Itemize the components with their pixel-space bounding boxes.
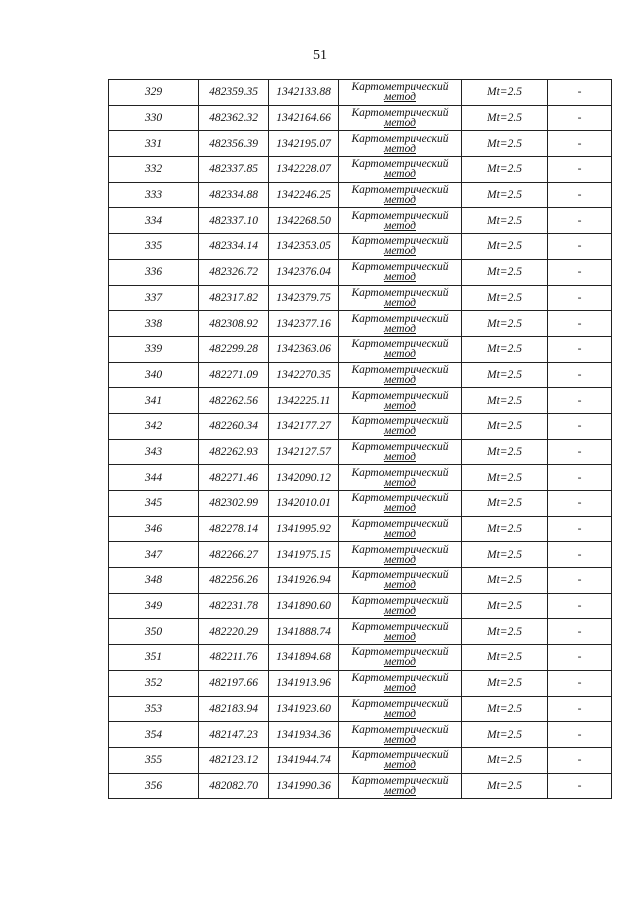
table-row: [109, 388, 612, 414]
extra-cell: -: [548, 773, 612, 799]
method-label: Картометрический: [351, 363, 449, 376]
x-coordinate-cell: 482271.09: [199, 362, 269, 388]
method-sublabel: метод: [383, 168, 416, 181]
y-coordinate-cell: 1342010.01: [269, 491, 339, 517]
x-coordinate-cell: 482299.28: [199, 336, 269, 362]
table-row: [109, 413, 612, 439]
table-row: [109, 439, 612, 465]
extra-cell: -: [548, 568, 612, 594]
point-number-cell: 353: [109, 696, 199, 722]
extra-cell: -: [548, 491, 612, 517]
method-sublabel: метод: [383, 322, 416, 335]
method-cell: [339, 105, 462, 131]
method-sublabel: метод: [383, 733, 416, 746]
y-coordinate-cell: 1342164.66: [269, 105, 339, 131]
point-number-cell: 348: [109, 568, 199, 594]
table-row: [109, 311, 612, 337]
method-label: Картометрический: [351, 595, 449, 608]
point-number-cell: 339: [109, 336, 199, 362]
point-number-cell: 334: [109, 208, 199, 234]
table-row: [109, 105, 612, 131]
y-coordinate-cell: 1342270.35: [269, 362, 339, 388]
method-label: Картометрический: [351, 492, 449, 505]
y-coordinate-cell: 1342090.12: [269, 465, 339, 491]
y-coordinate-cell: 1341926.94: [269, 568, 339, 594]
y-coordinate-cell: 1342133.88: [269, 80, 339, 106]
method-label: Картометрический: [351, 466, 449, 479]
method-label: Картометрический: [351, 646, 449, 659]
y-coordinate-cell: 1341995.92: [269, 516, 339, 542]
point-number-cell: 341: [109, 388, 199, 414]
method-label: Картометрический: [351, 774, 449, 787]
table-row: [109, 619, 612, 645]
extra-cell: -: [548, 388, 612, 414]
accuracy-cell: Mt=2.5: [462, 413, 548, 439]
method-sublabel: метод: [383, 425, 416, 438]
method-cell: [339, 413, 462, 439]
y-coordinate-cell: 1341888.74: [269, 619, 339, 645]
extra-cell: -: [548, 593, 612, 619]
table-row: [109, 542, 612, 568]
accuracy-cell: Mt=2.5: [462, 696, 548, 722]
method-cell: [339, 465, 462, 491]
method-sublabel: метод: [383, 219, 416, 232]
extra-cell: -: [548, 208, 612, 234]
point-number-cell: 343: [109, 439, 199, 465]
accuracy-cell: Mt=2.5: [462, 773, 548, 799]
accuracy-cell: Mt=2.5: [462, 465, 548, 491]
accuracy-cell: Mt=2.5: [462, 362, 548, 388]
method-cell: [339, 491, 462, 517]
y-coordinate-cell: 1342353.05: [269, 234, 339, 260]
method-sublabel: метод: [383, 142, 416, 155]
accuracy-cell: Mt=2.5: [462, 542, 548, 568]
x-coordinate-cell: 482183.94: [199, 696, 269, 722]
extra-cell: -: [548, 234, 612, 260]
method-sublabel: метод: [383, 399, 416, 412]
method-sublabel: метод: [383, 348, 416, 361]
y-coordinate-cell: 1342177.27: [269, 413, 339, 439]
accuracy-cell: Mt=2.5: [462, 285, 548, 311]
method-cell: [339, 439, 462, 465]
method-sublabel: метод: [383, 271, 416, 284]
method-cell: [339, 722, 462, 748]
method-cell: [339, 773, 462, 799]
method-sublabel: метод: [383, 630, 416, 643]
accuracy-cell: Mt=2.5: [462, 568, 548, 594]
y-coordinate-cell: 1342225.11: [269, 388, 339, 414]
point-number-cell: 332: [109, 157, 199, 183]
x-coordinate-cell: 482337.85: [199, 157, 269, 183]
method-sublabel: метод: [383, 707, 416, 720]
y-coordinate-cell: 1342268.50: [269, 208, 339, 234]
extra-cell: -: [548, 542, 612, 568]
method-sublabel: метод: [383, 91, 416, 104]
accuracy-cell: Mt=2.5: [462, 747, 548, 773]
method-cell: [339, 157, 462, 183]
accuracy-cell: Mt=2.5: [462, 259, 548, 285]
method-cell: [339, 259, 462, 285]
y-coordinate-cell: 1341990.36: [269, 773, 339, 799]
method-label: Картометрический: [351, 286, 449, 299]
point-number-cell: 352: [109, 670, 199, 696]
y-coordinate-cell: 1342195.07: [269, 131, 339, 157]
y-coordinate-cell: 1342379.75: [269, 285, 339, 311]
point-number-cell: 344: [109, 465, 199, 491]
table-row: [109, 568, 612, 594]
table-row: [109, 362, 612, 388]
point-number-cell: 349: [109, 593, 199, 619]
accuracy-cell: Mt=2.5: [462, 619, 548, 645]
method-label: Картометрический: [351, 235, 449, 248]
table-row: [109, 593, 612, 619]
x-coordinate-cell: 482231.78: [199, 593, 269, 619]
method-cell: [339, 645, 462, 671]
method-cell: [339, 516, 462, 542]
extra-cell: -: [548, 182, 612, 208]
method-label: Картометрический: [351, 209, 449, 222]
point-number-cell: 342: [109, 413, 199, 439]
accuracy-cell: Mt=2.5: [462, 388, 548, 414]
method-label: Картометрический: [351, 749, 449, 762]
x-coordinate-cell: 482271.46: [199, 465, 269, 491]
point-number-cell: 337: [109, 285, 199, 311]
method-label: Картометрический: [351, 107, 449, 120]
extra-cell: -: [548, 619, 612, 645]
point-number-cell: 345: [109, 491, 199, 517]
extra-cell: -: [548, 722, 612, 748]
method-cell: [339, 80, 462, 106]
x-coordinate-cell: 482220.29: [199, 619, 269, 645]
method-sublabel: метод: [383, 784, 416, 797]
method-cell: [339, 619, 462, 645]
table-row: [109, 80, 612, 106]
table-row: [109, 208, 612, 234]
method-sublabel: метод: [383, 117, 416, 130]
table-row: [109, 491, 612, 517]
table-row: [109, 670, 612, 696]
y-coordinate-cell: 1342246.25: [269, 182, 339, 208]
y-coordinate-cell: 1341894.68: [269, 645, 339, 671]
method-sublabel: метод: [383, 502, 416, 515]
y-coordinate-cell: 1341890.60: [269, 593, 339, 619]
coordinates-table: [108, 79, 612, 799]
method-cell: [339, 285, 462, 311]
table-row: [109, 696, 612, 722]
x-coordinate-cell: 482337.10: [199, 208, 269, 234]
point-number-cell: 350: [109, 619, 199, 645]
y-coordinate-cell: 1341913.96: [269, 670, 339, 696]
method-cell: [339, 182, 462, 208]
method-label: Картометрический: [351, 440, 449, 453]
accuracy-cell: Mt=2.5: [462, 182, 548, 208]
method-label: Картометрический: [351, 261, 449, 274]
accuracy-cell: Mt=2.5: [462, 131, 548, 157]
method-label: Картометрический: [351, 184, 449, 197]
point-number-cell: 329: [109, 80, 199, 106]
extra-cell: -: [548, 747, 612, 773]
page-number: 51: [313, 48, 327, 63]
x-coordinate-cell: 482362.32: [199, 105, 269, 131]
x-coordinate-cell: 482317.82: [199, 285, 269, 311]
accuracy-cell: Mt=2.5: [462, 80, 548, 106]
method-cell: [339, 208, 462, 234]
point-number-cell: 347: [109, 542, 199, 568]
x-coordinate-cell: 482334.14: [199, 234, 269, 260]
method-sublabel: метод: [383, 245, 416, 258]
accuracy-cell: Mt=2.5: [462, 516, 548, 542]
x-coordinate-cell: 482302.99: [199, 491, 269, 517]
method-sublabel: метод: [383, 682, 416, 695]
y-coordinate-cell: 1341944.74: [269, 747, 339, 773]
y-coordinate-cell: 1342376.04: [269, 259, 339, 285]
method-sublabel: метод: [383, 528, 416, 541]
point-number-cell: 333: [109, 182, 199, 208]
x-coordinate-cell: 482262.93: [199, 439, 269, 465]
extra-cell: -: [548, 311, 612, 337]
table-row: [109, 516, 612, 542]
extra-cell: -: [548, 131, 612, 157]
point-number-cell: 346: [109, 516, 199, 542]
x-coordinate-cell: 482260.34: [199, 413, 269, 439]
y-coordinate-cell: 1342377.16: [269, 311, 339, 337]
method-cell: [339, 696, 462, 722]
accuracy-cell: Mt=2.5: [462, 311, 548, 337]
method-sublabel: метод: [383, 605, 416, 618]
method-sublabel: метод: [383, 373, 416, 386]
y-coordinate-cell: 1341934.36: [269, 722, 339, 748]
table-row: [109, 722, 612, 748]
method-sublabel: метод: [383, 194, 416, 207]
y-coordinate-cell: 1341975.15: [269, 542, 339, 568]
table-row: [109, 773, 612, 799]
extra-cell: -: [548, 670, 612, 696]
method-cell: [339, 568, 462, 594]
method-sublabel: метод: [383, 296, 416, 309]
method-sublabel: метод: [383, 450, 416, 463]
accuracy-cell: Mt=2.5: [462, 670, 548, 696]
extra-cell: -: [548, 285, 612, 311]
method-cell: [339, 362, 462, 388]
extra-cell: -: [548, 80, 612, 106]
accuracy-cell: Mt=2.5: [462, 157, 548, 183]
point-number-cell: 355: [109, 747, 199, 773]
accuracy-cell: Mt=2.5: [462, 336, 548, 362]
method-cell: [339, 131, 462, 157]
x-coordinate-cell: 482082.70: [199, 773, 269, 799]
table-row: [109, 182, 612, 208]
x-coordinate-cell: 482123.12: [199, 747, 269, 773]
point-number-cell: 335: [109, 234, 199, 260]
method-label: Картометрический: [351, 415, 449, 428]
accuracy-cell: Mt=2.5: [462, 439, 548, 465]
x-coordinate-cell: 482356.39: [199, 131, 269, 157]
table-row: [109, 645, 612, 671]
extra-cell: -: [548, 465, 612, 491]
table-row: [109, 131, 612, 157]
method-label: Картометрический: [351, 312, 449, 325]
method-label: Картометрический: [351, 543, 449, 556]
point-number-cell: 330: [109, 105, 199, 131]
method-cell: [339, 336, 462, 362]
extra-cell: -: [548, 439, 612, 465]
extra-cell: -: [548, 362, 612, 388]
method-cell: [339, 747, 462, 773]
x-coordinate-cell: 482256.26: [199, 568, 269, 594]
accuracy-cell: Mt=2.5: [462, 105, 548, 131]
accuracy-cell: Mt=2.5: [462, 722, 548, 748]
accuracy-cell: Mt=2.5: [462, 645, 548, 671]
extra-cell: -: [548, 259, 612, 285]
method-label: Картометрический: [351, 518, 449, 531]
table-row: [109, 259, 612, 285]
method-label: Картометрический: [351, 723, 449, 736]
table-row: [109, 336, 612, 362]
x-coordinate-cell: 482359.35: [199, 80, 269, 106]
method-label: Картометрический: [351, 389, 449, 402]
extra-cell: -: [548, 645, 612, 671]
accuracy-cell: Mt=2.5: [462, 234, 548, 260]
point-number-cell: 338: [109, 311, 199, 337]
point-number-cell: 351: [109, 645, 199, 671]
extra-cell: -: [548, 105, 612, 131]
point-number-cell: 356: [109, 773, 199, 799]
x-coordinate-cell: 482334.88: [199, 182, 269, 208]
x-coordinate-cell: 482197.66: [199, 670, 269, 696]
method-label: Картометрический: [351, 697, 449, 710]
accuracy-cell: Mt=2.5: [462, 593, 548, 619]
y-coordinate-cell: 1341923.60: [269, 696, 339, 722]
method-label: Картометрический: [351, 569, 449, 582]
x-coordinate-cell: 482266.27: [199, 542, 269, 568]
table-row: [109, 465, 612, 491]
table-row: [109, 285, 612, 311]
x-coordinate-cell: 482211.76: [199, 645, 269, 671]
extra-cell: -: [548, 413, 612, 439]
method-label: Картометрический: [351, 158, 449, 171]
method-cell: [339, 593, 462, 619]
method-sublabel: метод: [383, 759, 416, 772]
y-coordinate-cell: 1342363.06: [269, 336, 339, 362]
method-label: Картометрический: [351, 672, 449, 685]
table-body: [109, 80, 612, 799]
extra-cell: -: [548, 516, 612, 542]
method-cell: [339, 542, 462, 568]
point-number-cell: 354: [109, 722, 199, 748]
table-row: [109, 157, 612, 183]
x-coordinate-cell: 482278.14: [199, 516, 269, 542]
x-coordinate-cell: 482308.92: [199, 311, 269, 337]
method-label: Картометрический: [351, 81, 449, 94]
point-number-cell: 340: [109, 362, 199, 388]
y-coordinate-cell: 1342228.07: [269, 157, 339, 183]
x-coordinate-cell: 482262.56: [199, 388, 269, 414]
method-label: Картометрический: [351, 620, 449, 633]
method-sublabel: метод: [383, 656, 416, 669]
x-coordinate-cell: 482326.72: [199, 259, 269, 285]
point-number-cell: 331: [109, 131, 199, 157]
table-row: [109, 747, 612, 773]
table-row: [109, 234, 612, 260]
method-cell: [339, 234, 462, 260]
method-sublabel: метод: [383, 553, 416, 566]
accuracy-cell: Mt=2.5: [462, 491, 548, 517]
extra-cell: -: [548, 157, 612, 183]
method-label: Картометрический: [351, 338, 449, 351]
method-cell: [339, 670, 462, 696]
method-sublabel: метод: [383, 476, 416, 489]
extra-cell: -: [548, 696, 612, 722]
point-number-cell: 336: [109, 259, 199, 285]
method-label: Картометрический: [351, 132, 449, 145]
y-coordinate-cell: 1342127.57: [269, 439, 339, 465]
method-sublabel: метод: [383, 579, 416, 592]
method-cell: [339, 311, 462, 337]
accuracy-cell: Mt=2.5: [462, 208, 548, 234]
method-cell: [339, 388, 462, 414]
x-coordinate-cell: 482147.23: [199, 722, 269, 748]
extra-cell: -: [548, 336, 612, 362]
